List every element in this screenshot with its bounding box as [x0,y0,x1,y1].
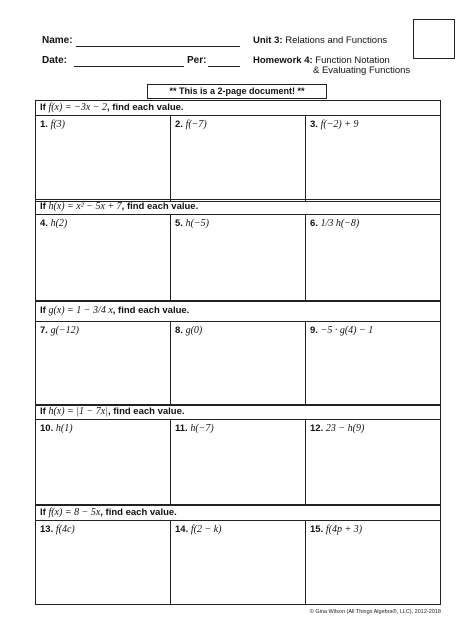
problem-expression: f(4p + 3) [325,524,363,535]
unit-label: Unit 3: [253,35,283,46]
section-instruction [36,101,440,116]
date-field[interactable] [74,66,184,67]
problem-expression: h(−7) [190,423,214,434]
problem-number: 3. [310,119,318,130]
per-label: Per: [187,55,207,66]
instruction-prefix: If [40,102,49,113]
instruction-prefix: If [40,406,49,417]
function-definition: f(x) = 8 − 5x [48,507,101,518]
section-instruction [36,200,440,215]
problem-number: 2. [175,119,183,130]
problem-number: 1. [40,119,48,130]
instruction-suffix: , find each value. [107,406,185,417]
problem-expression: g(0) [185,325,203,336]
section-g-linear [35,300,441,406]
problem-cell[interactable] [171,116,306,201]
date-label: Date: [42,55,68,66]
problem-expression: −5 · g(4) − 1 [320,325,374,336]
section-h-quadratic [35,199,441,302]
problem-number: 9. [310,325,318,336]
instruction-prefix: If [40,305,49,316]
problem-number: 5. [175,218,183,229]
function-definition: g(x) = 1 − 3/4 x [48,305,113,316]
problem-expression: f(4c) [55,524,75,535]
name-field[interactable] [76,46,240,47]
problem-cell[interactable] [171,420,306,504]
function-definition: h(x) = |1 − 7x| [48,406,108,417]
problem-cell[interactable] [171,521,306,604]
problem-number: 8. [175,325,183,336]
problem-number: 11. [175,423,188,434]
period-field[interactable] [208,66,240,67]
problem-cell[interactable] [36,322,171,405]
homework-title-line2: & Evaluating Functions [313,65,411,76]
section-h-absolute [35,404,441,505]
problem-cell[interactable] [36,420,171,504]
section-instruction [36,506,440,521]
problem-expression: f(3) [50,119,66,130]
homework-title-line1: Function Notation [315,55,390,66]
copyright-footer: © Gina Wilson (All Things Algebra®, LLC), 2012-2018 [309,609,441,615]
problem-cell[interactable] [171,215,306,301]
problem-expression: h(−5) [185,218,209,229]
problem-expression: f(2 − k) [190,524,222,535]
problem-cell[interactable] [306,521,440,604]
problem-number: 7. [40,325,48,336]
score-box [413,19,455,59]
instruction-prefix: If [40,507,49,518]
problem-expression: f(−7) [185,119,207,130]
two-page-banner: ** This is a 2-page document! ** [147,84,327,99]
section-f-linear-variable [35,505,441,605]
instruction-suffix: , find each value. [112,305,190,316]
name-label: Name: [42,35,73,46]
problem-cell[interactable] [306,215,440,301]
function-definition: h(x) = x² − 5x + 7 [48,201,122,212]
problem-number: 15. [310,524,324,535]
instruction-prefix: If [40,201,49,212]
problem-cell[interactable] [306,116,440,201]
problem-cell[interactable] [306,322,440,405]
problem-number: 10. [40,423,54,434]
homework-label: Homework 4: [253,55,313,66]
problem-cell[interactable] [36,116,171,201]
problem-cell[interactable] [36,215,171,301]
problem-number: 12. [310,423,324,434]
section-instruction [36,405,440,420]
function-definition: f(x) = −3x − 2 [48,102,108,113]
problem-cell[interactable] [36,521,171,604]
unit-heading [253,35,387,46]
problem-expression: h(1) [55,423,73,434]
section-instruction [36,301,440,322]
problem-cell[interactable] [171,322,306,405]
problem-cell[interactable] [306,420,440,504]
problem-number: 6. [310,218,318,229]
problem-expression: g(−12) [50,325,79,336]
problem-number: 4. [40,218,48,229]
problem-expression: 23 − h(9) [325,423,365,434]
instruction-suffix: , find each value. [107,102,184,113]
problem-number: 13. [40,524,54,535]
problem-expression: h(2) [50,218,68,229]
instruction-suffix: , find each value. [100,507,177,518]
problem-expression: 1/3 h(−8) [320,218,360,229]
instruction-suffix: , find each value. [121,201,199,212]
unit-title: Relations and Functions [285,35,388,46]
problem-expression: f(−2) + 9 [320,119,359,130]
section-f-linear [35,100,441,202]
problem-number: 14. [175,524,189,535]
